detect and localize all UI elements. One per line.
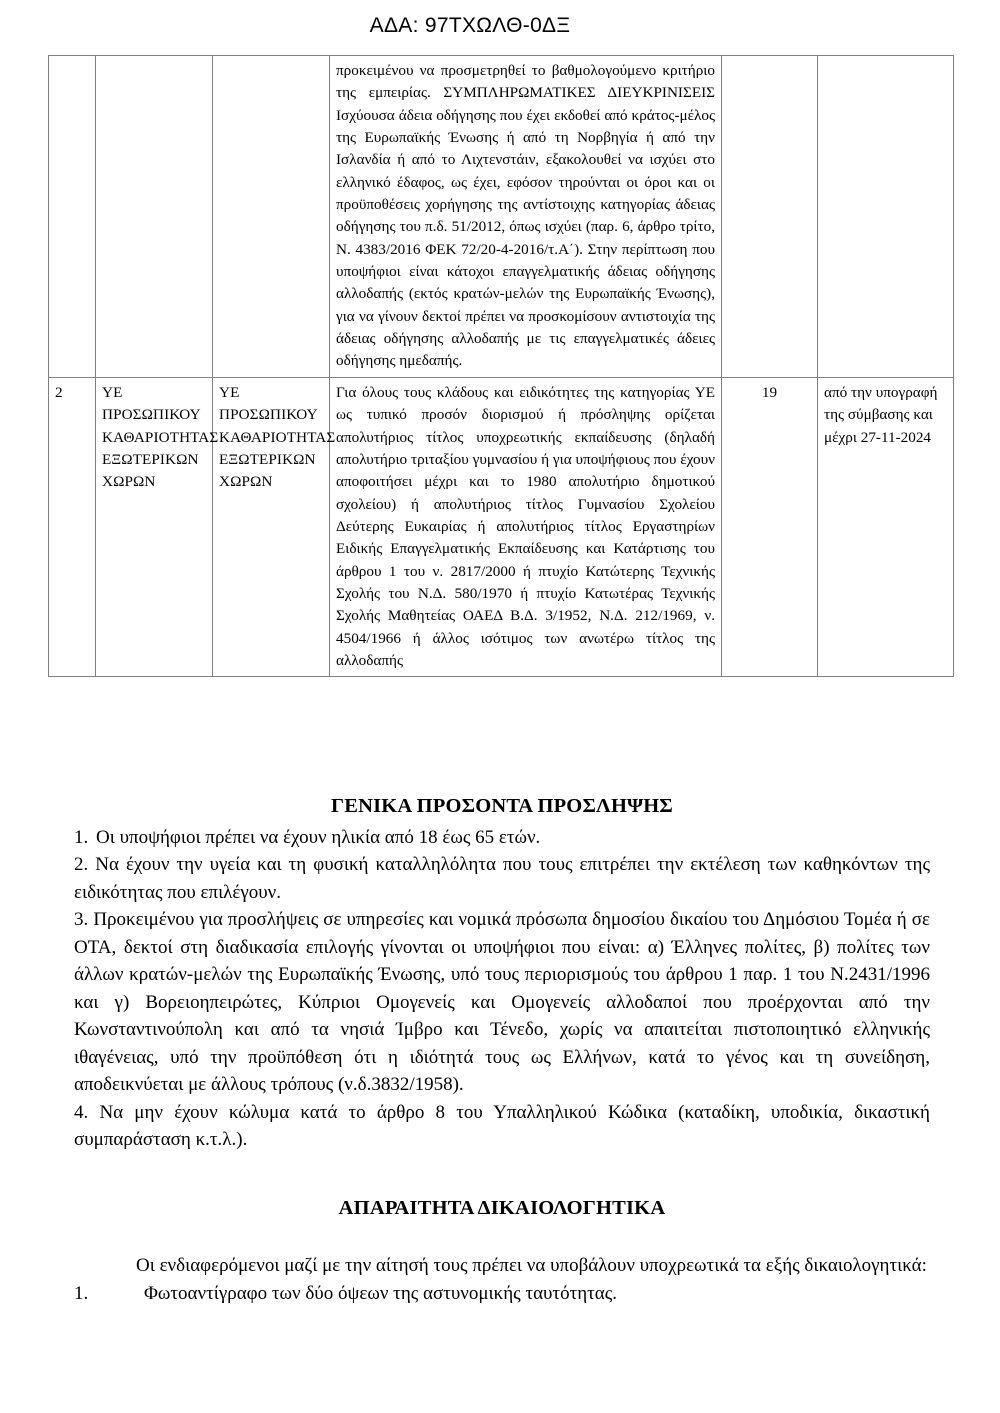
row-branch-cell: ΥΕ ΠΡΟΣΩΠΙΚΟΥ ΚΑΘΑΡΙΟΤΗΤΑΣ ΕΞΩΤΕΡΙΚΩΝ ΧΩΡΩΝ <box>96 377 213 676</box>
general-qualifications-title: ΓΕΝΙΚΑ ΠΡΟΣΟΝΤΑ ΠΡΟΣΛΗΨΗΣ <box>330 795 674 817</box>
paragraph-spacer <box>74 1226 930 1252</box>
general-qualification-item <box>74 1099 930 1154</box>
row-branch-cell <box>96 56 213 378</box>
row-period-cell: από την υπογραφή της σύμβασης και μέχρι 27-11-2024 <box>818 377 954 676</box>
item-number: 1. <box>74 827 89 848</box>
row-count-cell <box>722 56 818 378</box>
general-qualification-item <box>74 851 930 906</box>
row-count-cell: 19 <box>722 377 818 676</box>
row-period-cell <box>818 56 954 378</box>
row-qualifications-cell: προκειμένου να προσμετρηθεί το βαθμολογούμενο κριτήριο της εμπειρίας. ΣΥΜΠΛΗΡΩΜΑΤΙΚΕΣ ΔΙΕΥΚΡΙΝΙΣΕΙΣ Ισχύουσα άδεια οδήγησης που έχει εκδοθεί από κράτος-μέλος της Ευρωπαϊκής Ένωσης ή από τη Νορβηγία ή από την Ισλανδία ή από το Λιχτενστάιν, εξακολουθεί να ισχύει στο ελληνικό έδαφος, ως έχει, εφόσον τηρούνται οι όροι και οι προϋποθέσεις χορήγησης της αντίστοιχης κατηγορίας άδειας οδήγησης του π.δ. 51/2012, όπως ισχύει (παρ. 6, άρθρο τρίτο, Ν. 4383/2016 ΦΕΚ 72/20-4-2016/τ.Α΄). Στην περίπτωση που υποψήφιοι είναι κάτοχοι επαγγελματικής άδειας οδήγησης αλλοδαπής (εκτός κρατών-μελών της Ευρωπαϊκής Ένωσης), για να γίνουν δεκτοί πρέπει να προσκομίσουν αντιστοιχία της άδειας οδήγησης αλλοδαπής με τις επαγγελματικές άδειες οδήγησης ημεδαπής. <box>330 56 722 378</box>
qualifications-table <box>48 55 954 677</box>
general-qualification-item <box>74 824 930 851</box>
required-documents-title: ΑΠΑΡΑΙΤΗΤΑ ΔΙΚΑΙΟΛΟΓΗΤΙΚΑ <box>338 1197 666 1220</box>
item-number: 3. <box>74 909 89 931</box>
item-text: Να έχουν την υγεία και τη φυσική καταλληλόλητα που τους επιτρέπει την εκτέλεση των καθηκόντων της ειδικότητας που επιλέγουν. <box>74 854 930 903</box>
item-number: 2. <box>74 854 89 876</box>
item-text: Φωτοαντίγραφο των δύο όψεων της αστυνομικής ταυτότητας. <box>144 1282 618 1304</box>
table-row <box>49 377 954 676</box>
row-number-cell <box>49 56 96 378</box>
qualifications-table-wrapper <box>48 55 953 677</box>
table-row <box>49 56 954 378</box>
document-body <box>74 795 930 1307</box>
general-qualification-item <box>74 906 930 1098</box>
required-document-item <box>74 1280 930 1307</box>
item-text: Οι υποψήφιοι πρέπει να έχουν ηλικία από 18 έως 65 ετών. <box>96 827 541 848</box>
row-number-cell: 2 <box>49 377 96 676</box>
row-qualifications-cell: Για όλους τους κλάδους και ειδικότητες της κατηγορίας ΥΕ ως τυπικό προσόν διορισμού ή πρόσληψης ορίζεται απολυτήριος τίτλος υποχρεωτικής εκπαίδευσης (δηλαδή απολυτήριο τριταξίου γυμνασίου ή για υποψήφιους που έχουν αποφοιτήσει μέχρι και το 1980 απολυτήριο δημοτικού σχολείου) ή απολυτήριος τίτλος Γυμνασίου Σχολείου Δεύτερης Ευκαιρίας ή απολυτήριος τίτλος Εργαστηρίων Ειδικής Επαγγελματικής Εκπαίδευσης και Κατάρτισης του άρθρου 1 του ν. 2817/2000 ή πτυχίο Κατώτερης Τεχνικής Σχολής του Ν.Δ. 580/1970 ή πτυχίο Κατωτέρας Τεχνικής Σχολής Μαθητείας ΟΑΕΔ Β.Δ. 3/1952, Ν.Δ. 212/1969, ν. 4504/1966 ή άλλος ισότιμος των ανωτέρω τίτλος της αλλοδαπής <box>330 377 722 676</box>
ada-code-header: ΑΔΑ: 97ΤΧΩΛΘ-0ΔΞ <box>369 14 571 37</box>
section-spacer <box>74 1153 930 1197</box>
item-number: 1. <box>74 1282 89 1304</box>
row-specialty-cell: ΥΕ ΠΡΟΣΩΠΙΚΟΥ ΚΑΘΑΡΙΟΤΗΤΑΣ ΕΞΩΤΕΡΙΚΩΝ ΧΩΡΩΝ <box>213 377 330 676</box>
item-number: 4. <box>74 1101 89 1123</box>
row-specialty-cell <box>213 56 330 378</box>
item-text: Να μην έχουν κώλυμα κατά το άρθρο 8 του Υπαλληλικού Κώδικα (καταδίκη, υποδικία, δικαστική συμπαράσταση κ.τ.λ.). <box>74 1101 930 1150</box>
required-documents-intro: Οι ενδιαφερόμενοι μαζί με την αίτησή τους πρέπει να υποβάλουν υποχρεωτικά τα εξής δικαιολογητικά: <box>136 1255 927 1277</box>
item-text: Προκειμένου για προσλήψεις σε υπηρεσίες και νομικά πρόσωπα δημοσίου δικαίου του Δημόσιου Τομέα ή σε ΟΤΑ, δεκτοί στη διαδικασία επιλογής γίνονται οι υποψήφιοι που είναι: α) Έλληνες πολίτες, β) πολίτες των άλλων κρατών-μελών της Ευρωπαϊκής Ένωσης, υπό τους περιορισμούς του άρθρου 1 παρ. 1 του Ν.2431/1996 και γ) Βορειοηπειρώτες, Κύπριοι Ομογενείς και Ομογενείς αλλοδαποί που προέρχονται από την Κωνσταντινούπολη και από τα νησιά Ίμβρο και Τένεδο, χωρίς να απαιτείται πιστοποιητικό ελληνικής ιθαγένειας, υπό την προϋπόθεση ότι η ιδιότητά τους ως Ελλήνων, κατά το γένος και τη συνείδηση, αποδεικνύεται με άλλους τρόπους (ν.δ.3832/1958). <box>74 909 931 1096</box>
